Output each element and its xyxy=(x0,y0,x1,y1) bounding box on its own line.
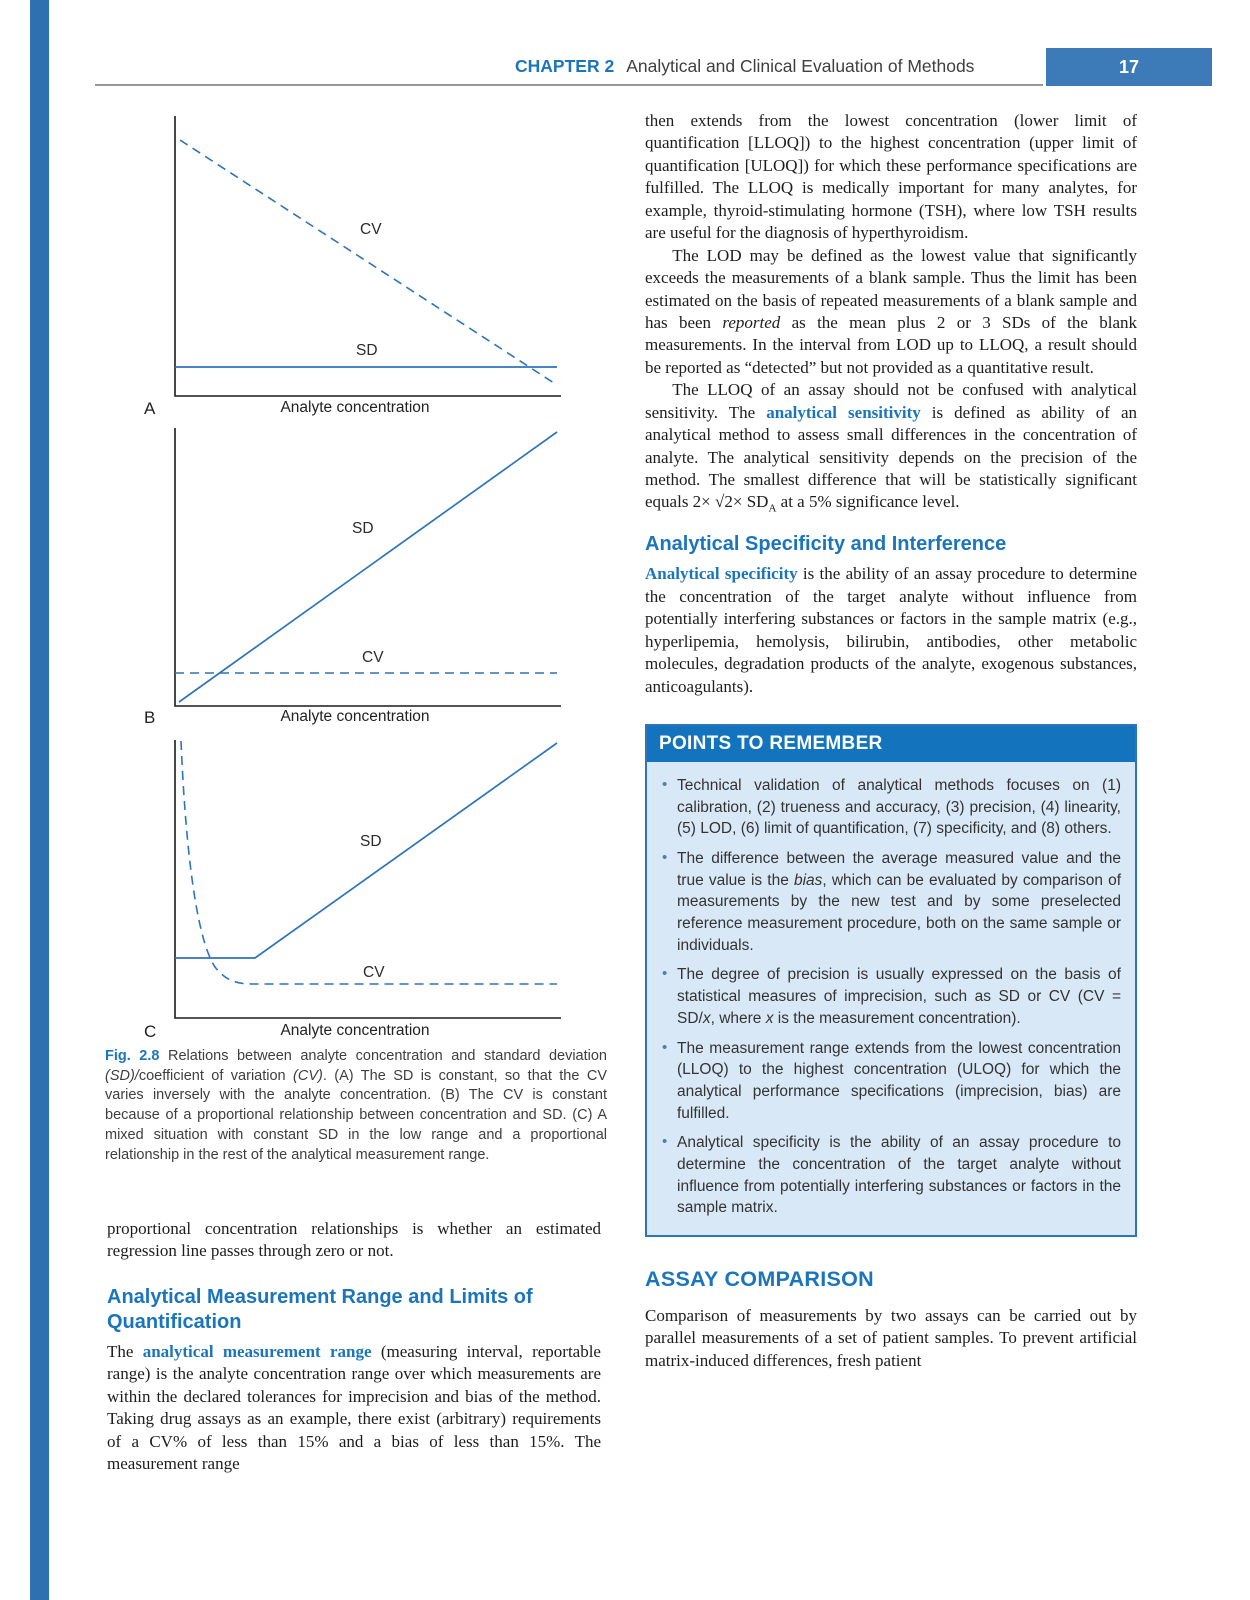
list-item xyxy=(655,1038,1121,1125)
panel-a-letter: A xyxy=(144,399,156,418)
panel-c-sd-label: SD xyxy=(360,833,382,850)
bullet-text: , which can be evaluated by comparison of measurements by the new test and by some preselected reference measurement procedure, both on the same sample or individuals. xyxy=(677,871,1122,954)
header-rule xyxy=(95,84,1043,86)
bullet-icon: • xyxy=(662,965,668,983)
section-heading-measurement-range: Analytical Measurement Range and Limits of Quantification xyxy=(107,1285,533,1333)
right-paragraph-3 xyxy=(645,379,1137,516)
left-column xyxy=(107,1218,601,1476)
italic-term-reported: reported xyxy=(722,312,781,332)
chapter-title: Analytical and Clinical Evaluation of Methods xyxy=(626,56,975,76)
panel-a-xaxis-label: Analyte concentration xyxy=(280,399,430,416)
list-item xyxy=(655,964,1121,1029)
caption-text: . (A) The SD is constant, so that the CV varies inversely with the analyte concentration. (B) The CV is constant because of a proportional relationship between concentration and SD. (C) A mixed situation with constant SD in the low range and a proportional relationship in the rest of the analytical measurement range. xyxy=(105,1067,607,1163)
paragraph-text: at a 5% significance level. xyxy=(776,492,960,512)
panel-b-letter: B xyxy=(144,708,156,727)
panel-b-labels xyxy=(140,708,570,726)
left-paragraph xyxy=(107,1341,601,1476)
panel-b-cv-label: CV xyxy=(362,649,384,666)
paragraph-text: (measuring interval, reportable range) is the analyte concentration range over which measurements are within the declared tolerances for imprecision and bias of the method. Taking drug assays as an example, there exist (arbitrary) requirements of a CV% of less than 15% and a bias of less than 15%. The measurement range xyxy=(107,1341,601,1474)
paragraph-text: as the mean plus 2 or 3 SDs of the blank measurements. In the interval from LOD up to LLOQ, a result should be reported as “detected” but not provided as a quantitative result. xyxy=(645,312,1137,377)
panel-b-xaxis-label: Analyte concentration xyxy=(280,708,430,725)
section-heading-specificity: Analytical Specificity and Interference xyxy=(645,533,1007,556)
italic-term-bias: bias xyxy=(793,871,823,889)
figure-caption xyxy=(105,1047,607,1165)
italic-term-x: x xyxy=(702,1009,711,1027)
panel-c-cv-line xyxy=(181,741,557,984)
paragraph-text: × SD xyxy=(732,492,769,512)
keyterm-analytical-sensitivity: analytical sensitivity xyxy=(766,402,921,422)
bullet-text: Technical validation of analytical methods focuses on (1) calibration, (2) trueness and accuracy, (3) precision, (4) linearity, (5) LOD, (6) limit of quantification, (7) specificity, and (8) others. xyxy=(677,776,1121,838)
points-to-remember-box xyxy=(645,724,1137,1237)
panel-c-letter: C xyxy=(144,1022,157,1041)
paragraph-text: is defined as ability of an analytical method to assess small differences in the concentration of analyte. The analytical sensitivity depends on the precision of the method. The smallest difference that will be statistically significant equals 2× xyxy=(645,402,1137,512)
left-accent-bar xyxy=(30,0,49,1600)
caption-text: coefficient of variation xyxy=(138,1067,294,1084)
panel-c-sd-line xyxy=(175,743,557,958)
bullet-text: The measurement range extends from the lowest concentration (LLOQ) to the highest concentration (ULOQ) for which the analytical performance specifications (imprecision, bias) are fulfilled. xyxy=(677,1039,1121,1122)
paragraph-text: is the ability of an assay procedure to determine the concentration of the target analyte without influence from potentially interfering substances or factors in the sample matrix (e.g., hyperlipemia, hemolysis, bilirubin, antibodies, other metabolic molecules, degradation products of the analyte, exogenous substances, anticoagulants). xyxy=(645,564,1137,696)
figure-panel-c xyxy=(140,737,570,1022)
caption-text: (CV) xyxy=(293,1067,323,1084)
keyterm-analytical-specificity: Analytical specificity xyxy=(645,564,798,584)
panel-a-labels xyxy=(140,399,570,417)
points-to-remember-title: POINTS TO REMEMBER xyxy=(647,726,1135,762)
panel-c-cv-label: CV xyxy=(363,964,385,981)
bullet-text: is the measurement concentration). xyxy=(773,1009,1021,1027)
italic-term-x: x xyxy=(765,1009,774,1027)
bullet-text: The degree of precision is usually expressed on the basis of statistical measures of imprecision, such as SD or CV (CV = SD/ xyxy=(677,966,1121,1027)
panel-b-sd-label: SD xyxy=(352,520,374,537)
section-heading-assay-comparison: ASSAY COMPARISON xyxy=(645,1267,875,1292)
points-list xyxy=(655,775,1121,1219)
page-number: 17 xyxy=(1118,56,1140,77)
page-number-box xyxy=(1046,48,1212,86)
figure-panel-b xyxy=(140,425,570,710)
panel-c-labels xyxy=(140,1022,570,1040)
bullet-text: Analytical specificity is the ability of an assay procedure to determine the concentration of the target analyte without influence from potentially interfering substances or factors in the sample matrix. xyxy=(677,1134,1121,1217)
chapter-label: CHAPTER 2 xyxy=(515,56,615,76)
bullet-icon: • xyxy=(662,775,668,793)
bullet-icon: • xyxy=(662,1038,668,1056)
left-paragraph-continuation: proportional concentration relationships is whether an estimated regression line passes through zero or not. xyxy=(107,1219,601,1261)
radical-expression: √2 xyxy=(715,492,733,512)
right-column xyxy=(645,110,1137,1372)
right-paragraph-5: Comparison of measurements by two assays can be carried out by parallel measurements of a set of patient samples. To prevent artificial matrix-induced differences, fresh patient xyxy=(645,1305,1137,1370)
bullet-icon: • xyxy=(662,1133,668,1151)
right-paragraph-4 xyxy=(645,563,1137,698)
list-item xyxy=(655,848,1121,956)
list-item xyxy=(655,1132,1121,1219)
running-header xyxy=(515,56,974,77)
paragraph-text: The LLOQ of an assay should not be confused with analytical sensitivity. The xyxy=(645,380,1137,422)
figure-panel-a xyxy=(140,112,570,402)
right-paragraph-1: then extends from the lowest concentration (lower limit of quantification [LLOQ]) to the highest concentration (upper limit of quantification [ULOQ]) for which these performance specifications are fulfilled. The LLOQ is medically important for many analytes, for example, thyroid-stimulating hormone (TSH), where low TSH results are useful for the diagnosis of hyperthyroidism. xyxy=(645,111,1137,243)
points-to-remember-body xyxy=(647,762,1135,1235)
bullet-icon: • xyxy=(662,849,668,867)
keyterm-analytical-measurement-range: analytical measurement range xyxy=(142,1341,372,1361)
list-item xyxy=(655,775,1121,840)
subscript-a: A xyxy=(768,502,777,515)
paragraph-text: The LOD may be defined as the lowest value that significantly exceeds the measurements of a blank sample. Thus the limit has been estimated on the basis of repeated measurements of a blank sample and has been xyxy=(645,245,1137,332)
bullet-text: , where xyxy=(710,1009,766,1027)
bullet-text: The difference between the average measured value and the true value is the xyxy=(677,850,1121,889)
paragraph-text: The xyxy=(107,1341,143,1361)
right-paragraph-2 xyxy=(645,245,1137,380)
caption-text: (SD)/ xyxy=(105,1067,139,1084)
panel-a-sd-label: SD xyxy=(356,342,378,359)
figure-caption-label: Fig. 2.8 xyxy=(105,1048,160,1064)
panel-a-cv-label: CV xyxy=(360,221,382,238)
panel-c-xaxis-label: Analyte concentration xyxy=(280,1022,430,1039)
caption-text: Relations between analyte concentration and standard deviation xyxy=(159,1048,607,1064)
